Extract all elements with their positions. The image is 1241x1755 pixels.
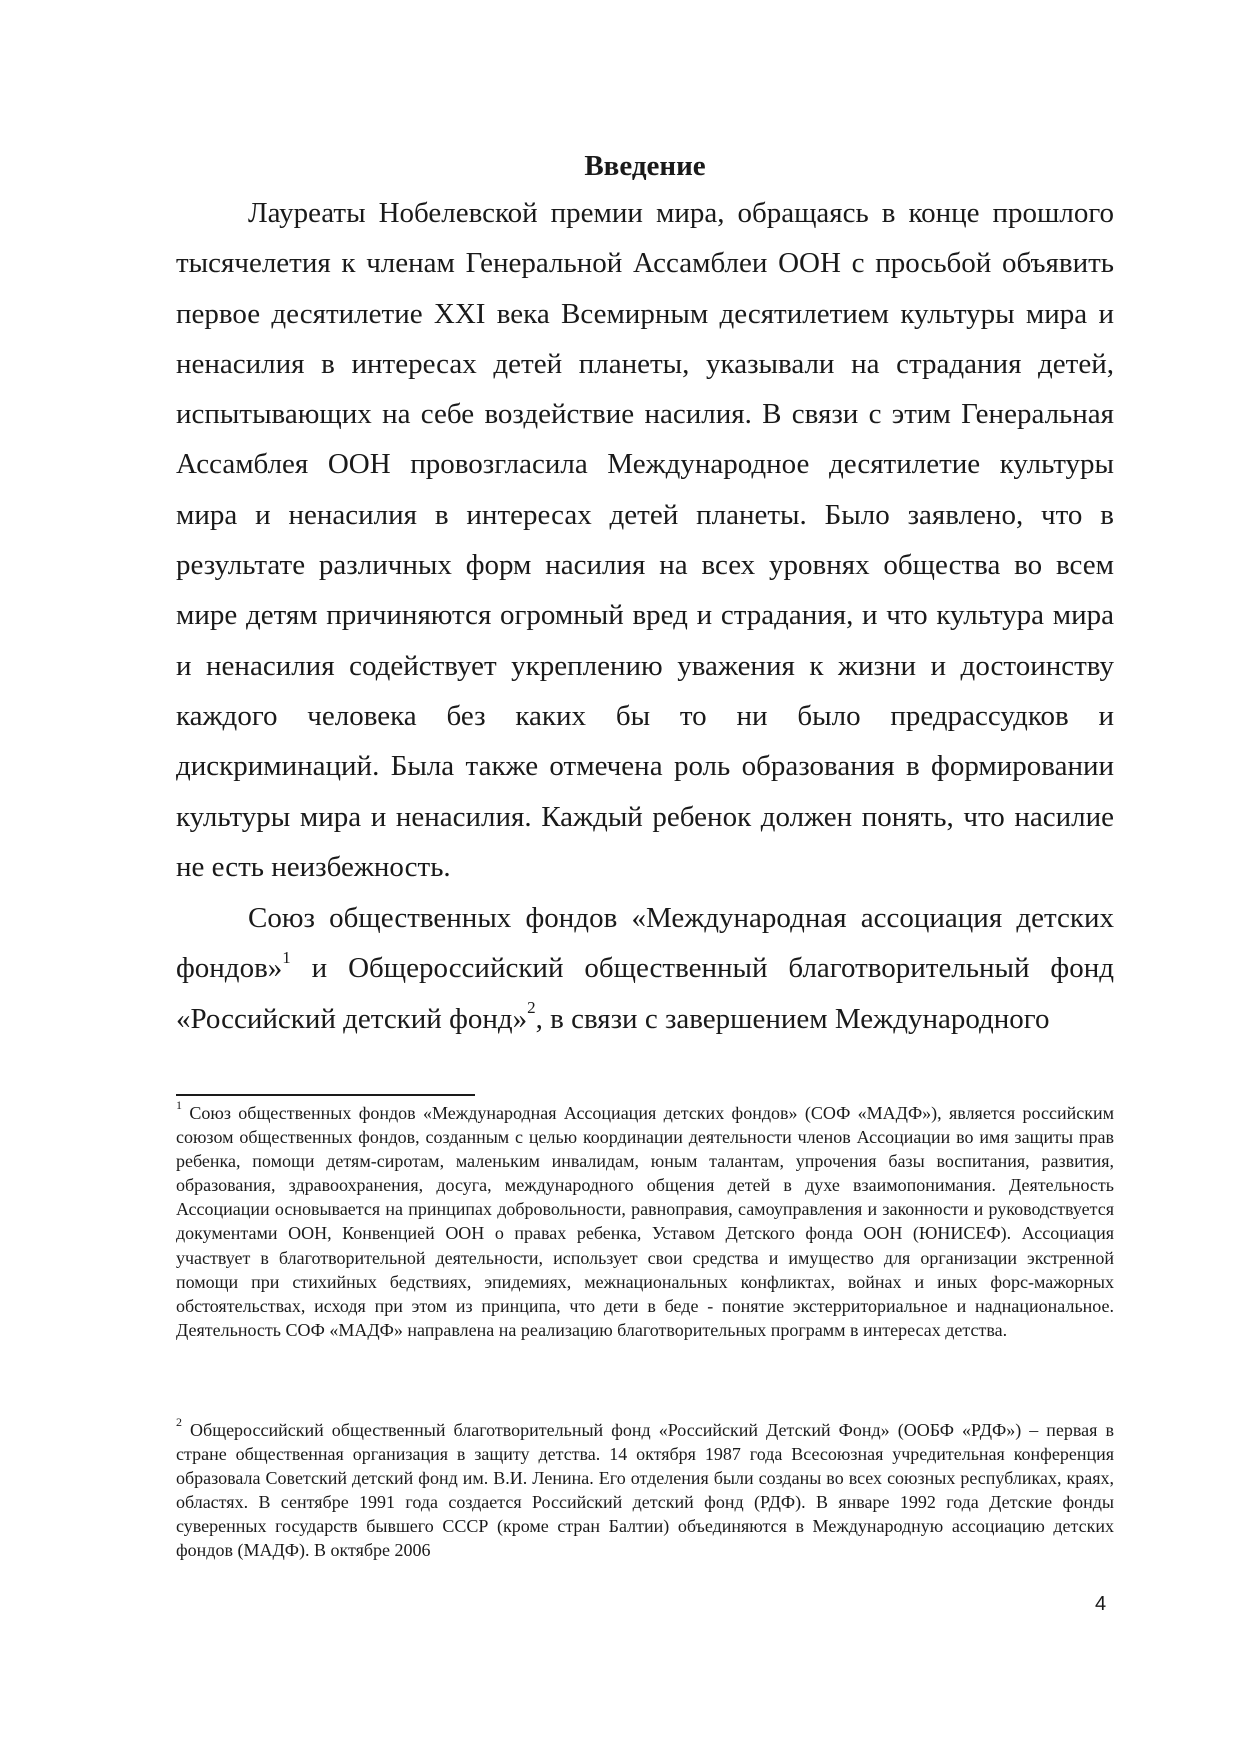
footnote-marker: 1 xyxy=(176,1098,182,1112)
footnote-separator xyxy=(176,1094,475,1096)
footnote-1 xyxy=(176,1098,1114,1342)
paragraph-foundations xyxy=(176,893,1114,1044)
footnote-marker: 2 xyxy=(176,1415,182,1429)
paragraph-text: Союз общественных фондов «Международная ассоциация детских фондов» xyxy=(176,902,1114,985)
footnote-ref-1: 1 xyxy=(282,947,291,967)
footnote-text: Общероссийский общественный благотворительный фонд «Российский Детский Фонд» (ООБФ «РДФ») – первая в стране общественная организация в защиту детства. 14 октября 1987 года Всесоюзная учредительная конференция образовала Советский детский фонд им. В.И. Ленина. Его отделения были созданы во всех союзных республиках, краях, областях. В сентябре 1991 года создается Российский детский фонд (РДФ). В январе 1992 года Детские фонды суверенных государств бывшего СССР (кроме стран Балтии) объединяются в Международную ассоциацию детских фондов (МАДФ). В октябре 2006 xyxy=(176,1420,1114,1561)
paragraph-text: и Общероссийский общественный благотворительный фонд «Российский детский фонд» xyxy=(176,952,1114,1035)
section-heading: Введение xyxy=(584,150,706,182)
footnote-text: Союз общественных фондов «Международная Ассоциация детских фондов» (СОФ «МАДФ»), является российским союзом общественных фондов, созданным с целью координации деятельности членов Ассоциации во имя защиты прав ребенка, помощи детям-сиротам, маленьким инвалидам, юным талантам, упрочения базы воспитания, развития, образования, здравоохранения, досуга, международного общения детей в духе взаимопонимания. Деятельность Ассоциации основывается на принципах добровольности, равноправия, самоуправления и законности и руководствуется документами ООН, Конвенцией ООН о правах ребенка, Уставом Детского фонда ООН (ЮНИСЕФ). Ассоциация участвует в благотворительной деятельности, использует свои средства и имущество для организации экстренной помощи при стихийных бедствиях, эпидемиях, межнациональных конфликтах, войнах и иных форс-мажорных обстоятельствах, исходя при этом из принципа, что дети в беде - понятие экстерриториальное и наднациональное. Деятельность СОФ «МАДФ» направлена на реализацию благотворительных программ в интересах детства. xyxy=(176,1103,1114,1340)
page-number: 4 xyxy=(1095,1593,1107,1615)
body-text-continued xyxy=(176,893,1114,1044)
paragraph-intro: Лауреаты Нобелевской премии мира, обращаясь в конце прошлого тысячелетия к членам Генеральной Ассамблеи ООН с просьбой объявить первое десятилетие XXI века Всемирным десятилетием культуры мира и ненасилия в интересах детей планеты, указывали на страдания детей, испытывающих на себе воздействие насилия. В связи с этим Генеральная Ассамблея ООН провозгласила Международное десятилетие культуры мира и ненасилия в интересах детей планеты. Было заявлено, что в результате различных форм насилия на всех уровнях общества во всем мире детям причиняются огромный вред и страдания, и что культура мира и ненасилия содействует укреплению уважения к жизни и достоинству каждого человека без каких бы то ни было предрассудков и дискриминаций. Была также отмечена роль образования в формировании культуры мира и ненасилия. Каждый ребенок должен понять, что насилие не есть неизбежность. xyxy=(176,197,1114,883)
body-text xyxy=(176,188,1114,892)
paragraph-text: , в связи с завершением Международного xyxy=(535,1002,1050,1035)
footnote-2 xyxy=(176,1415,1114,1563)
footnote-ref-2: 2 xyxy=(527,997,536,1017)
